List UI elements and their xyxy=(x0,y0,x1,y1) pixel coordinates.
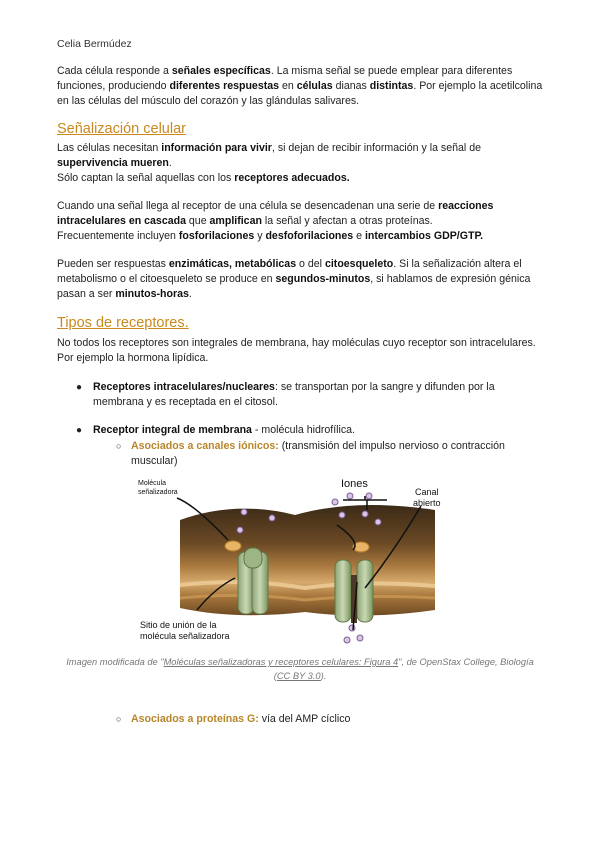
bullet-receptores-intracelulares: Receptores intracelulares/nucleares: se transportan por la sangre y difunden por la membrana y es receptada en el citosol. xyxy=(93,381,495,409)
label-molecule-2: señalizadora xyxy=(138,489,178,496)
sub-bullet-canales-ionicos: Asociados a canales iónicos: (transmisión del impulso nervioso o contracción muscular) xyxy=(131,440,505,468)
closed-channel-protein xyxy=(238,548,268,614)
label-molecule: Molécula xyxy=(138,480,167,487)
intro-paragraph: Cada célula responde a señales específicas. La misma señal se puede emplear para diferentes funciones, produciendo diferentes respuestas en células dianas distintas. Por ejemplo la acetilcolina en las células del músculo del corazón y las glándulas salivares. xyxy=(57,65,543,108)
label-site: Sitio de unión de la xyxy=(140,620,217,630)
caption-source-link[interactable]: Moléculas señalizadoras y receptores celulares: Figura 4 xyxy=(163,657,399,667)
caption-license-link[interactable]: CC BY 3.0 xyxy=(276,671,321,681)
signal-molecule xyxy=(225,541,241,551)
sub-bullet-circle-icon: ○ xyxy=(116,441,122,451)
senalizacion-paragraph-3: Pueden ser respuestas enzimáticas, metabólicas o del citoesqueleto. Si la señalización altera el metabolismo o el citoesqueleto se produce en segundos-minutos, si hablamos de expresión génica pasan a ser minutos-horas. xyxy=(57,258,531,301)
section-heading-tipos: Tipos de receptores. xyxy=(57,315,189,331)
sub-bullet-circle-icon: ○ xyxy=(116,714,122,724)
author-name: Celia Bermúdez xyxy=(57,38,132,50)
sub-bullet-proteinas-g: Asociados a proteínas G: vía del AMP cíclico xyxy=(131,713,351,725)
section-heading-senalizacion: Señalización celular xyxy=(57,121,186,137)
ion-channel-figure xyxy=(125,470,445,650)
label-site-2: molécula señalizadora xyxy=(140,631,230,641)
bullet-dot-icon: ● xyxy=(76,382,83,393)
senalizacion-paragraph-1: Las células necesitan información para vivir, si dejan de recibir información y la señal de supervivencia mueren. Sólo captan la señal aquellas con los receptores adecuados. xyxy=(57,142,481,185)
label-ions: Iones xyxy=(341,478,368,490)
label-channel: Canal xyxy=(415,487,439,497)
bullet-dot-icon: ● xyxy=(76,425,83,436)
label-channel-2: abierto xyxy=(413,498,441,508)
senalizacion-paragraph-2: Cuando una señal llega al receptor de una célula se desencadenan una serie de reacciones intracelulares en cascada que amplifican la señal y afectan a otras proteínas. Frecuentemente incluyen fosforilaciones y desfoforilaciones e intercambios GDP/GTP. xyxy=(57,200,494,243)
bullet-receptor-integral: Receptor integral de membrana - molécula hidrofílica. xyxy=(93,424,355,436)
figure-caption: Imagen modificada de "Moléculas señalizadoras y receptores celulares: Figura 4", de OpenStax College, Biología (CC BY 3.0). xyxy=(66,657,534,681)
tipos-paragraph: No todos los receptores son integrales de membrana, hay moléculas cuyo receptor son intracelulares. Por ejemplo la hormona lipídica. xyxy=(57,337,536,365)
ion-channel-illustration xyxy=(125,470,445,650)
